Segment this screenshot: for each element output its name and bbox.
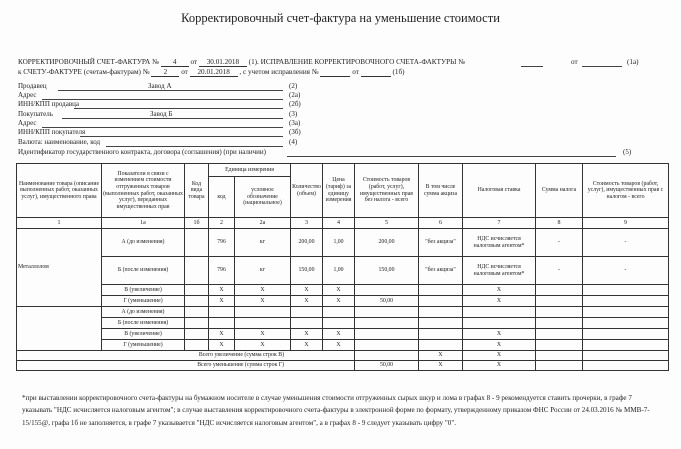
cell-cost: 200,00 [355,229,419,257]
col-header-cost-no-tax: Стоимость товаров (работ, услуг), имущественных прав без налога - всего [355,164,419,218]
cell-tax-rate: НДС исчисляется налоговым агентом* [463,257,536,285]
header-from-label-2: от [571,58,578,66]
row-label-before: А (до изменения) [102,229,185,257]
table-row [17,307,669,318]
buyer-value: Завод Б [150,110,173,118]
seller-inn-tag: (2б) [289,100,301,108]
table-row [17,257,669,285]
invoice-header-line2 [18,68,405,77]
buyer-label: Покупатель [18,110,53,118]
cell-x: Х [419,361,463,371]
cell-tax-rate: НДС исчисляется налоговым агентом* [463,229,536,257]
table-row [17,285,669,296]
col-number: 1б [185,218,209,229]
col-number: 2а [235,218,291,229]
row-label-before: А (до изменения) [102,307,185,318]
col-number: 2 [209,218,235,229]
total-decrease-cost: 50,00 [355,361,419,371]
header-invoice-date: 30.01.2018 [199,58,247,67]
header-correction-number-label: , с учетом исправления № [239,68,319,76]
table-total-row [17,351,669,361]
col-number: 3 [291,218,323,229]
cell-unit-code: 796 [209,257,235,285]
cell-x: Х [235,296,291,307]
buyer-address-label: Адрес [18,119,37,127]
cell-cost: 50,00 [355,296,419,307]
cell-cost: 150,00 [355,257,419,285]
col-number: 8 [536,218,583,229]
header-correction-label: (1). ИСПРАВЛЕНИЕ КОРРЕКТИРОВОЧНОГО СЧЕТА-ФАКТУРЫ № [248,58,466,66]
header-invoice-label: КОРРЕКТИРОВОЧНЫЙ СЧЕТ-ФАКТУРА № [18,58,159,66]
cell-x: Х [291,285,323,296]
currency-label: Валюта: наименование, код [18,138,101,146]
col-header-name: Наименование товара (описание выполненных работ, оказанных услуг), имущественного права [17,164,102,218]
col-number: 1 [17,218,102,229]
cell-x: Х [463,296,536,307]
seller-tag: (2) [289,82,298,90]
cell-x: Х [235,329,291,340]
col-header-tax-amount: Сумма налога [536,164,583,218]
cell-x: Х [323,329,355,340]
buyer-tag: (3) [289,110,298,118]
header-from-label-4: от [352,68,359,76]
row-label-after: Б (после изменения) [102,257,185,285]
cell-x: Х [235,285,291,296]
cell-x: Х [463,340,536,351]
cell-quantity: 150,00 [291,257,323,285]
cell-x: Х [323,340,355,351]
buyer-inn-tag: (3б) [289,128,301,136]
col-header-cost-with-tax: Стоимость товаров (работ, услуг), имущественных прав с налогом - всего [583,164,669,218]
cell-tax-amount: - [536,257,583,285]
cell-x: Х [463,361,536,371]
cell-quantity: 200,00 [291,229,323,257]
cell-excise: "без акциза" [419,257,463,285]
row-label-after: Б (после изменения) [102,318,185,329]
cell-x: Х [209,296,235,307]
cell-x: Х [291,340,323,351]
col-number: 1а [102,218,185,229]
cell-x: Х [463,285,536,296]
cell-price: 1,00 [323,257,355,285]
cell-x: Х [209,329,235,340]
cell-x: Х [235,340,291,351]
total-increase-label: Всего увеличение (сумма строк В) [17,351,355,361]
seller-address-tag: (2а) [289,91,301,99]
currency-tag: (4) [289,138,298,146]
table-row [17,296,669,307]
buyer-inn-label: ИНН/КПП покупателя [18,128,86,136]
cell-x: Х [209,340,235,351]
cell-unit-name: кг [235,229,291,257]
header-invoice-number: 4 [161,58,189,67]
header-base-invoice-label: к СЧЕТУ-ФАКТУРЕ (счетам-фактурам) № [18,68,150,76]
col-number: 9 [583,218,669,229]
cell-x: Х [419,351,463,361]
page-title: Корректировочный счет-фактура на уменьшение стоимости [181,11,500,25]
header-base-invoice-number: 2 [151,68,179,77]
col-number: 6 [419,218,463,229]
cell-x: Х [323,296,355,307]
col-number: 5 [355,218,419,229]
cell-tax-amount: - [536,229,583,257]
col-number: 7 [463,218,536,229]
cell-x: Х [323,285,355,296]
seller-value: Завод А [148,82,172,90]
col-header-price: Цена (тариф) за единицу измерения [323,164,355,218]
cell-x: Х [463,351,536,361]
footnote: *при выставлении корректировочного счета-фактуры на бумажном носителе в случае уменьшения стоимости отгруженных сырых шкур и лома в графах 8 - 9 рекомендуется ставить прочерки, в графе 7 указывать "НДС исчисляется налоговым агентом"; в случае выставления корректировочного счета-фактуры в электронной форме по формату, утвержденному приказом ФНС России от 24.03.2016 № ММВ-7-15/155@, графа 1б не заполняется, в графе 7 указывается "НДС исчисляется налоговым агентом", а в графах 8 - 9 следует указывать цифру "0". [22,394,650,427]
col-header-unit-group: Единица измерения [209,164,291,177]
seller-address-label: Адрес [18,91,37,99]
cell-x: Х [291,296,323,307]
cell-excise: "без акциза" [419,229,463,257]
cell-unit-name: кг [235,257,291,285]
col-header-quantity: Количество (объем) [291,164,323,218]
total-decrease-label: Всего уменьшение (сумма строк Г) [17,361,355,371]
contract-id-tag: (5) [623,148,632,156]
row-label-increase: В (увеличение) [102,329,185,340]
header-from-label-3: от [181,68,188,76]
contract-id-label: Идентификатор государственного контракта, договора (соглашения) (при наличии) [18,148,266,156]
header-from-label: от [190,58,198,66]
col-header-tax-rate: Налоговая ставка [463,164,536,218]
table-row [17,318,669,329]
header-tag-1a: (1а) [627,58,639,66]
table-row [17,329,669,340]
cell-x: Х [209,285,235,296]
cell-price: 1,00 [323,229,355,257]
buyer-address-tag: (3а) [289,119,301,127]
cell-unit-code: 796 [209,229,235,257]
table-total-row [17,361,669,371]
invoice-table [16,163,669,371]
cell-x: Х [291,329,323,340]
row-label-increase: В (увеличение) [102,285,185,296]
header-base-invoice-date: 20.01.2018 [190,68,238,77]
table-row [17,229,669,257]
col-header-indicators: Показатели в связи с изменением стоимости отгруженных товаров (выполненных работ, оказанных услуг), переданных имущественных прав [102,164,185,218]
row-label-decrease: Г (уменьшение) [102,296,185,307]
col-header-goods-code: Код вида товара [185,164,209,218]
col-header-unit-code: код [209,177,235,218]
col-header-excise: В том числе сумма акциза [419,164,463,218]
col-header-unit-name: условное обозначение (национальное) [235,177,291,218]
item-name: Металлолом [17,229,102,307]
seller-inn-label: ИНН/КПП продавца [18,100,80,108]
table-row [17,340,669,351]
seller-label: Продавец [18,82,47,90]
cell-total: - [583,257,669,285]
col-number: 4 [323,218,355,229]
row-label-decrease: Г (уменьшение) [102,340,185,351]
cell-x: Х [463,329,536,340]
cell-total: - [583,229,669,257]
header-tag-1b: (1б) [392,68,405,76]
invoice-header-line1 [18,58,465,67]
